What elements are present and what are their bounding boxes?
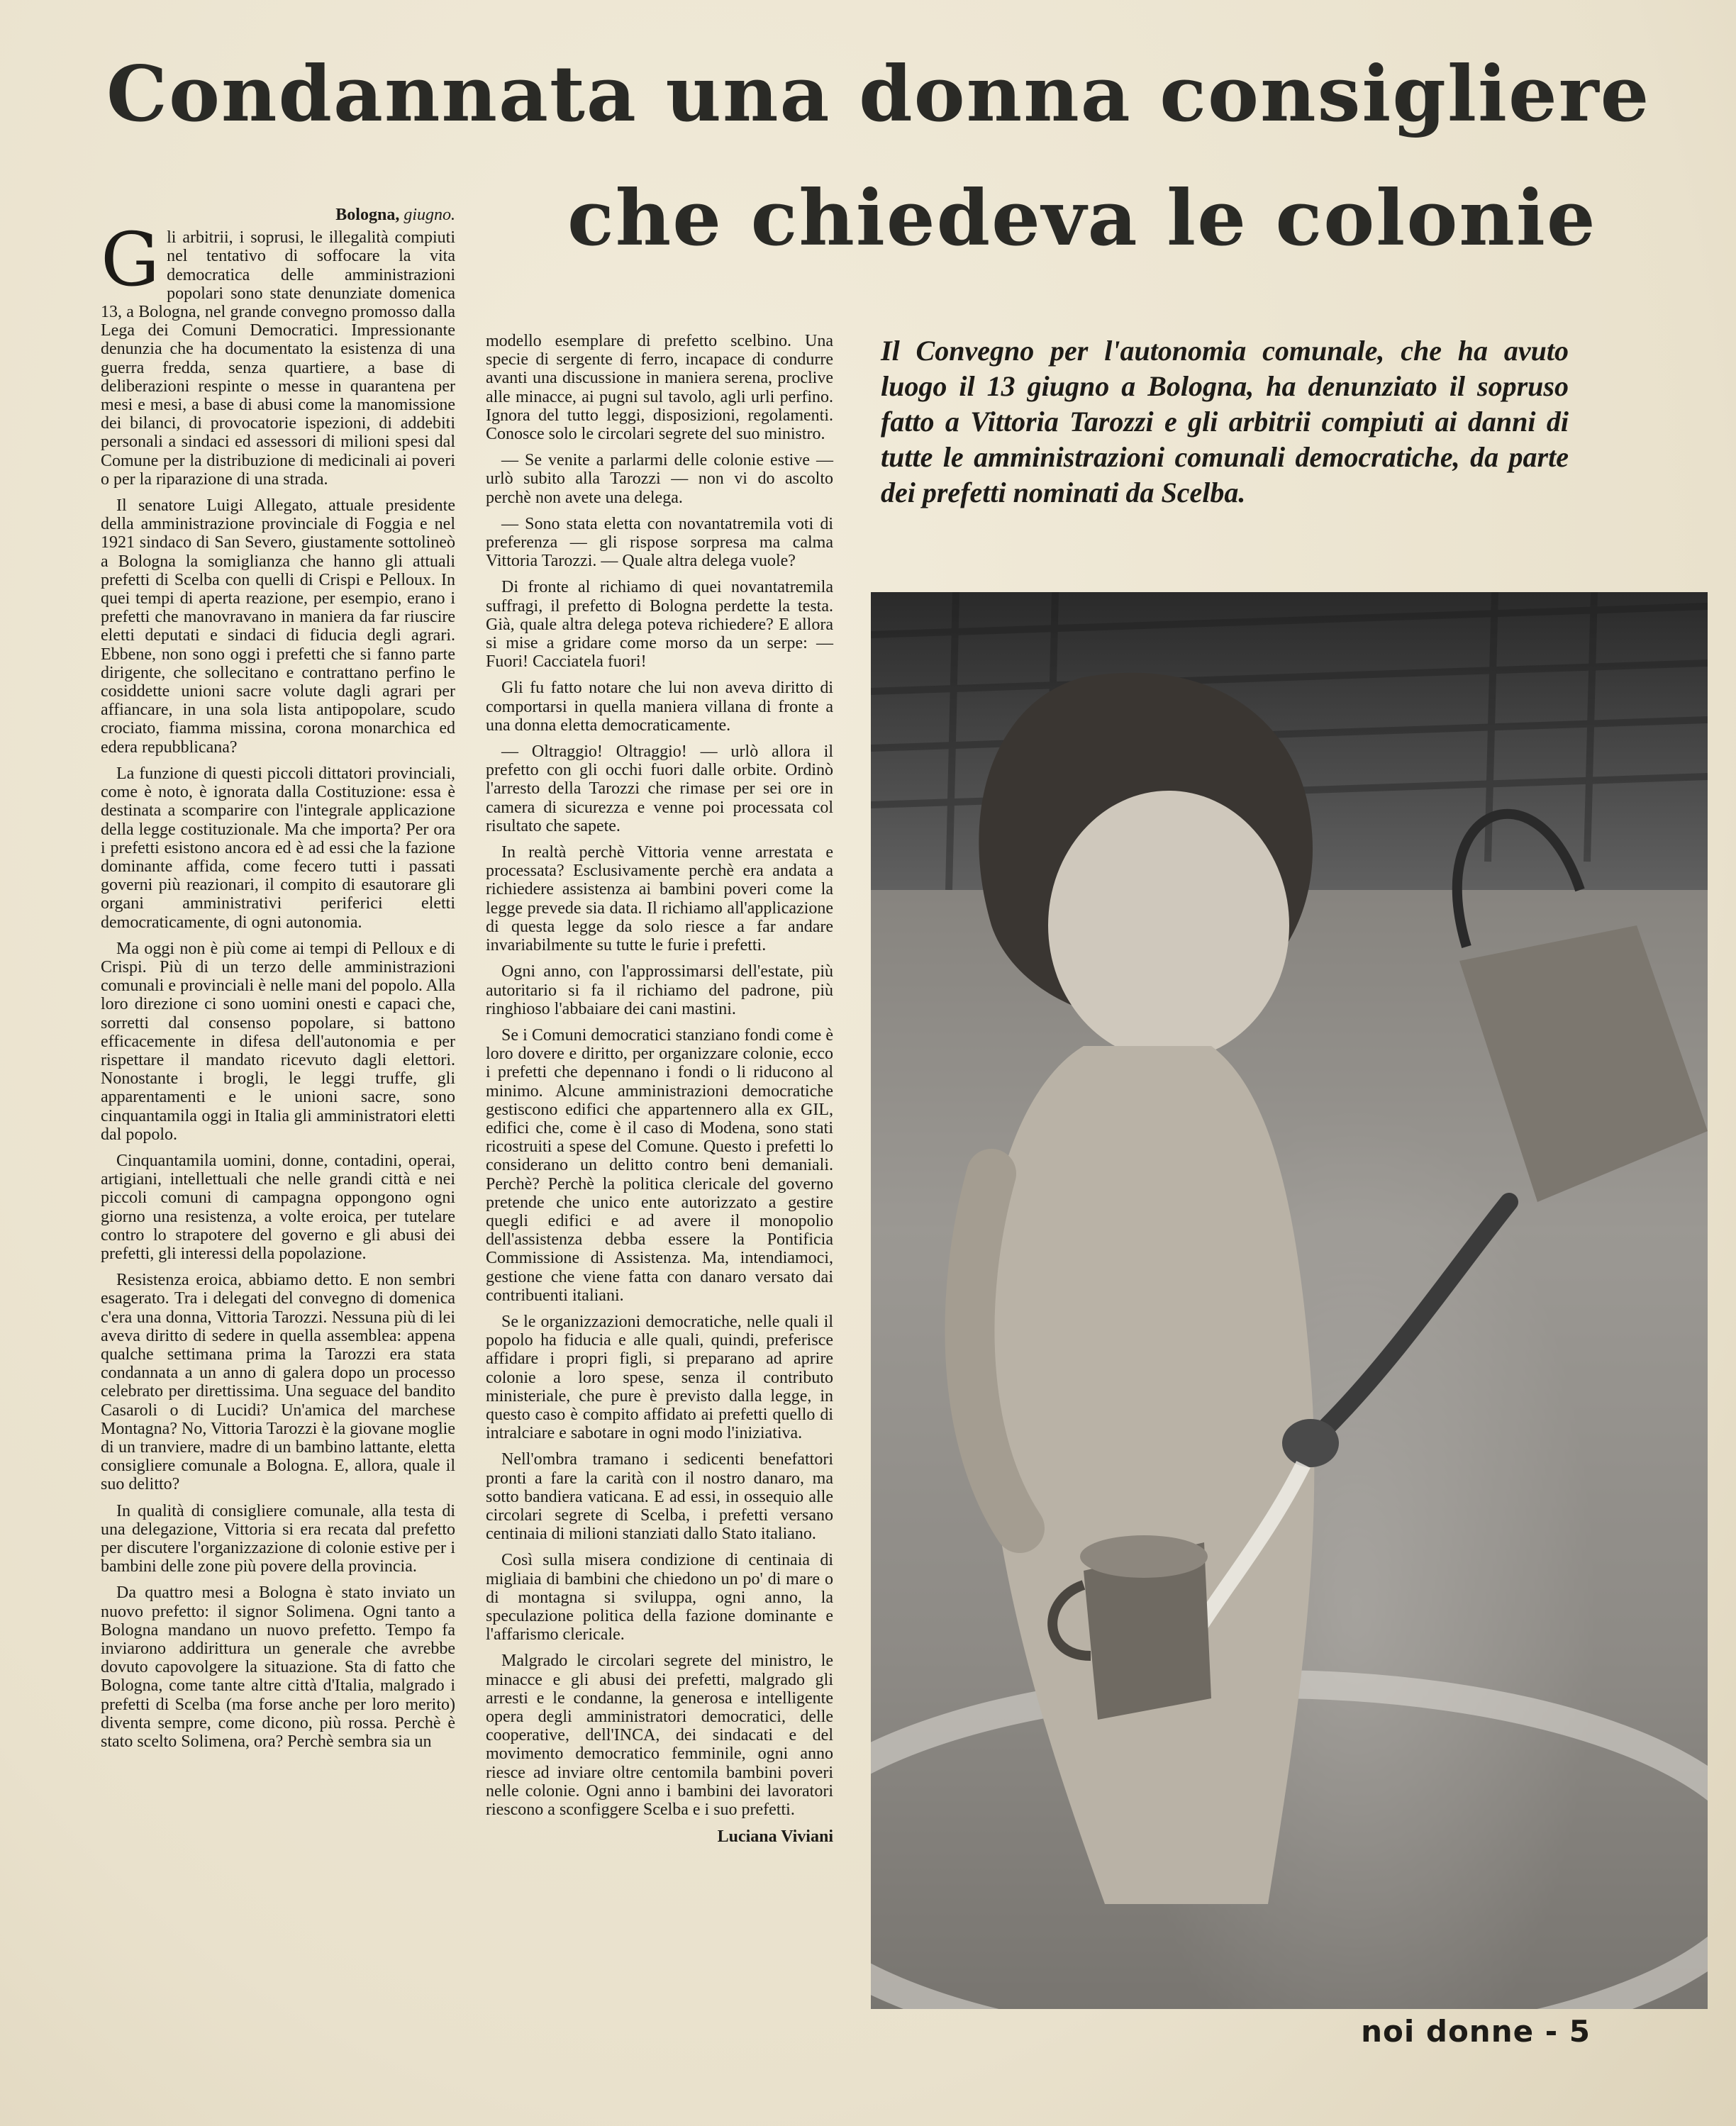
article-paragraph: — Oltraggio! Oltraggio! — urlò allora il prefetto con gli occhi fuori dalle orbite. Ordinò l'arresto della Tarozzi che rimase per sei ore in camera di sicurezza e venne poi processata col risultato che sapete.	[486, 742, 833, 835]
dateline-place: Bologna,	[335, 206, 400, 224]
article-paragraph: Ma oggi non è più come ai tempi di Pelloux e di Crispi. Più di un terzo delle amministrazioni comunali e provinciali è nelle mani del popolo. Alla loro direzione ci sono uomini onesti e capaci che, sorretti dal consenso popolare, si battono efficacemente in difesa dell'autonomia e per rispettare il mandato ricevuto dagli elettori. Nonostante i brogli, le leggi truffe, gli apparentamenti e le unioni sacre, sono cinquantamila oggi in Italia gli amministratori eletti dal popolo.	[101, 939, 455, 1144]
article-paragraph: In qualità di consigliere comunale, alla testa di una delegazione, Vittoria si era recata dal prefetto per discutere l'organizzazione di colonie estive per i bambini delle zone più povere della provincia.	[101, 1501, 455, 1576]
article-paragraph: Il senatore Luigi Allegato, attuale presidente della amministrazione provinciale di Foggia e nel 1921 sindaco di San Severo, giustamente sottolineò a Bologna la somiglianza che hanno gli attuali prefetti di Scelba con quelli di Crispi e Pelloux. In quei tempi di aperta reazione, per esempio, erano i prefetti che manovravano in maniera da far riuscire eletti deputati e sindaci di fiducia degli agrari. Ebbene, non sono oggi i prefetti che si fanno parte dirigente, che sollecitano e contrattano perfino le cosiddette unioni sacre volute dagli agrari per affiancare, in una sola lista antipopolare, scudo crociato, fiamma missina, corona monarchica ed edera repubblicana?	[101, 496, 455, 757]
article-paragraph: — Sono stata eletta con novantatremila voti di preferenza — gli rispose sorpresa ma calma Vittoria Tarozzi. — Quale altra delega vuole?	[486, 514, 833, 571]
article-paragraph: In realtà perchè Vittoria venne arrestata e processata? Esclusivamente perchè era andata a richiedere assistenza ai bambini poveri come la legge prevede sia data. Il richiamo all'applicazione di questa legge da solo riesce a far andare invariabilmente su tutte le furie i prefetti.	[486, 843, 833, 955]
article-paragraph: Cinquantamila uomini, donne, contadini, operai, artigiani, intellettuali che nelle grandi città e nei piccoli comuni di campagna oppongono ogni giorno una resistenza, a volte eroica, per tutelare contro lo strapotere del governo e gli abusi dei prefetti, gli interessi della popolazione.	[101, 1151, 455, 1263]
article-column-2	[486, 332, 833, 1846]
paragraph-text: li arbitrii, i soprusi, le illegalità compiuti nel tentativo di soffocare la vita democratica delle amministrazioni popolari sono state denunziate domenica 13, a Bologna, nel grande convegno promosso dalla Lega dei Comuni Democratici. Impressionante denunzia che ha documentato la esistenza di una guerra fredda, senza quartiere, a base di deliberazioni respinte o messe in quarantena per mesi e mesi, a base di abusi come la manomissione dei bilanci, di provocatorie ispezioni, di addebiti personali a sindaci ed assessori di milioni spesi dal Comune per la distribuzione di medicinali ai poveri o per la riparazione di una strada.	[101, 228, 455, 489]
dateline-month: giugno.	[404, 206, 455, 224]
article-paragraph: Se le organizzazioni democratiche, nelle quali il popolo ha fiducia e alle quali, quindi, preferisce affidare i propri figli, si preparano ad aprire colonie a loro spese, senza il contributo ministeriale, che pure è previsto dalla legge, in questo caso è compito affidato ai prefetti quello di intralciare e sabotare in ogni modo l'iniziativa.	[486, 1312, 833, 1443]
photo-illustration	[871, 592, 1708, 2009]
article-paragraph: Se i Comuni democratici stanziano fondi come è loro dovere e diritto, per organizzare colonie, ecco i prefetti che depennano i fondi o li riducono al minimo. Alcune amministrazioni democratiche gestiscono edifici che appartennero alla ex GIL, edifici che, come è il caso di Modena, sono stati ricostruiti a spese del Comune. Questo i prefetti lo considerano un delitto contro beni demaniali. Perchè? Perchè la politica clericale del governo pretende che unico ente autorizzato a gestire quegli edifici e ad avere il monopolio dell'assistenza debba essere la Pontificia Commissione di Assistenza. Ma, intendiamoci, gestione che viene fatta con danaro versato dai contribuenti italiani.	[486, 1025, 833, 1305]
article-paragraph: Ogni anno, con l'approssimarsi dell'estate, più autoritario si fa il richiamo del padrone, più ringhioso l'abbaiare dei cani mastini.	[486, 962, 833, 1018]
headline-line-2: che chiedeva le colonie	[567, 174, 1597, 263]
article-paragraph: La funzione di questi piccoli dittatori provinciali, come è noto, è ignorata dalla Costituzione: essa è destinata a scomparire con l'integrale applicazione della legge costituzionale. Ma che importa? Per ora i prefetti esistono ancora ed è ad essi che la fazione dominante affida, come fecero tutti i passati governi più reazionari, il compito di esautorare gli organi amministrativi periferici eletti democraticamente, di ogni autonomia.	[101, 764, 455, 932]
article-paragraph: Così sulla misera condizione di centinaia di migliaia di bambini che chiedono un po' di mare o di montagna si sviluppa, ogni anno, la speculazione politica della fazione dominante e l'affarismo clericale.	[486, 1551, 833, 1644]
article-paragraph: modello esemplare di prefetto scelbino. Una specie di sergente di ferro, incapace di condurre avanti una discussione in maniera serena, proclive alle minacce, ai pugni sul tavolo, agli urli perfino. Ignora del tutto leggi, disposizioni, regolamenti. Conosce solo le circolari segrete del suo ministro.	[486, 332, 833, 444]
article-paragraph: — Se venite a parlarmi delle colonie estive — urlò subito alla Tarozzi — non vi do ascolto perchè non avete una delega.	[486, 451, 833, 507]
page-footer-magazine-page-number: noi donne - 5	[1361, 2014, 1591, 2049]
article-paragraph: Gli fu fatto notare che lui non aveva diritto di comportarsi in quella maniera villana di fronte a una donna eletta democraticamente.	[486, 679, 833, 735]
article-paragraph	[101, 216, 455, 489]
article-paragraph: Da quattro mesi a Bologna è stato inviato un nuovo prefetto: il signor Solimena. Ogni tanto a Bologna mandano un nuovo prefetto. Tempo fa inviarono addirittura un generale che avrebbe dovuto capovolgere la situazione. Sta di fatto che Bologna, come tante altre città d'Italia, malgrado i prefetti di Scelba (ma forse anche per loro merito) diventa sempre, come dicono, più rossa. Perchè è stato scelto Solimena, ora? Perchè sembra sia un	[101, 1584, 455, 1752]
article-paragraph: Nell'ombra tramano i sedicenti benefattori pronti a fare la carità con il nostro danaro, ma sotto bandiera vaticana. E ad essi, in ossequio alle circolari segrete di Scelba, i prefetti versano centinaia di milioni stanziati dallo Stato italiano.	[486, 1450, 833, 1544]
author-signature: Luciana Viviani	[717, 1827, 833, 1847]
article-column-1	[101, 206, 455, 1759]
bleed-through-ghost-text	[1580, 135, 1736, 347]
article-paragraph: Malgrado le circolari segrete del ministro, le minacce e gli abusi dei prefetti, malgrado gli arresti e le condanne, la generosa e intelligente opera degli amministratori democratici, delle cooperative, dell'INCA, dei sindacati e del movimento democratico femminile, ogni anno riesce ad inviare oltre centomila bambini poveri nelle colonie. Ogni anno i bambini dei lavoratori riescono a sconfiggere Scelba e i suo prefetti.	[486, 1652, 833, 1820]
drop-cap: G	[101, 216, 160, 304]
article-paragraph: Resistenza eroica, abbiamo detto. E non sembri esagerato. Tra i delegati del convegno di domenica c'era una donna, Vittoria Tarozzi. Nessuna più di lei aveva diritto di sedere in quella assemblea: appena qualche settimana prima la Tarozzi era stata condannata a un anno di galera dopo un processo celebrato per direttissima. Una seguace del bandito Casaroli o di Lucidi? Un'amica del marchese Montagna? No, Vittoria Tarozzi è la giovane moglie di un tranviere, madre di un bambino lattante, eletta consigliere comunale a Bologna. E, allora, quale il suo delitto?	[101, 1271, 455, 1494]
intro-standfirst: Il Convegno per l'autonomia comunale, che ha avuto luogo il 13 giugno a Bologna, ha denunziato il sopruso fatto a Vittoria Tarozzi e gli arbitrii compiuti ai danni di tutte le amministrazioni comunali democratiche, da parte dei prefetti nominati da Scelba.	[881, 335, 1569, 508]
headline-line-1: Condannata una donna consigliere	[106, 50, 1651, 139]
article-paragraph: Di fronte al richiamo di quei novantatremila suffragi, il prefetto di Bologna perdette la testa. Già, quale altra delega poteva richiedere? E allora si mise a gridare come morso da un serpe: — Fuori! Cacciatela fuori!	[486, 578, 833, 672]
photo-child-with-watering-can	[871, 592, 1708, 2009]
